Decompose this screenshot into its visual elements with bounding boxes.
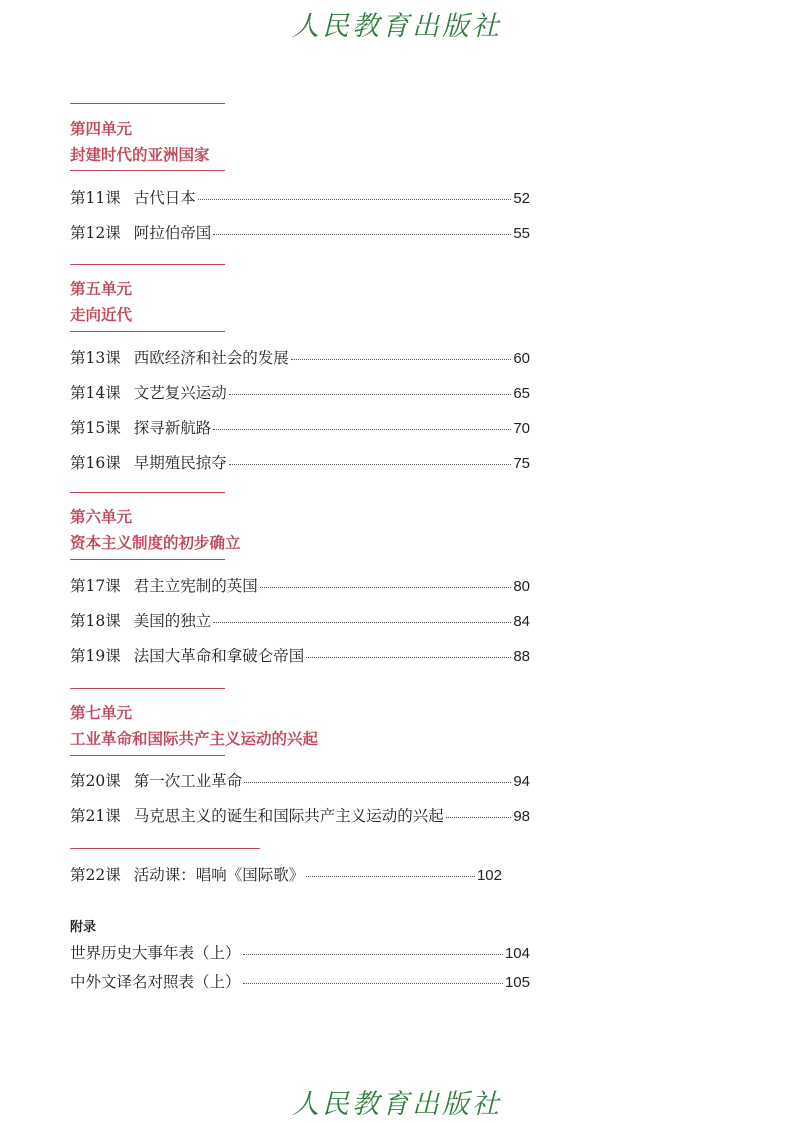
unit-title: 资本主义制度的初步确立 <box>70 533 241 552</box>
lesson-title: 西欧经济和社会的发展 <box>133 349 289 367</box>
dot-leader <box>446 816 512 818</box>
page-number: 104 <box>504 945 530 962</box>
page-number: 60 <box>513 350 530 367</box>
unit-title: 工业革命和国际共产主义运动的兴起 <box>70 729 319 748</box>
publisher-logo-top: 人民教育出版社 <box>292 11 502 42</box>
page-number: 80 <box>513 578 530 595</box>
dot-leader <box>229 393 512 395</box>
dot-leader <box>243 953 503 955</box>
toc-entry[interactable] <box>70 221 530 243</box>
dot-leader <box>260 586 512 588</box>
unit-bottom-rule <box>70 559 225 560</box>
page-number: 55 <box>513 225 530 242</box>
unit-label: 第五单元 <box>70 279 133 298</box>
dot-leader <box>198 198 512 200</box>
page-number: 102 <box>476 867 502 884</box>
toc-entry[interactable] <box>70 574 530 596</box>
page-number: 70 <box>513 420 530 437</box>
dot-leader <box>244 781 511 783</box>
lesson-title: 法国大革命和拿破仑帝国 <box>133 647 305 665</box>
page-number: 52 <box>513 190 530 207</box>
unit-top-rule <box>70 103 225 104</box>
toc-entry[interactable] <box>70 186 530 208</box>
unit-label: 第六单元 <box>70 507 133 526</box>
publisher-logo-bottom: 人民教育出版社 <box>292 1089 502 1120</box>
toc-entry[interactable] <box>70 451 530 473</box>
activity-rule <box>70 848 260 849</box>
toc-entry[interactable] <box>70 381 530 403</box>
lesson-title: 早期殖民掠夺 <box>133 454 227 472</box>
dot-leader <box>243 982 503 984</box>
lesson-title: 活动课：唱响《国际歌》 <box>133 866 305 884</box>
toc-entry[interactable] <box>70 644 530 666</box>
lesson-number: 第20课 <box>70 772 121 790</box>
lesson-title: 马克思主义的诞生和国际共产主义运动的兴起 <box>133 807 444 825</box>
unit-top-rule <box>70 492 225 493</box>
lesson-title: 阿拉伯帝国 <box>133 224 212 242</box>
dot-leader <box>213 233 511 235</box>
lesson-number: 第18课 <box>70 612 121 630</box>
toc-entry[interactable] <box>70 346 530 368</box>
page-number: 84 <box>513 613 530 630</box>
lesson-title: 探寻新航路 <box>133 419 212 437</box>
page-number: 65 <box>513 385 530 402</box>
appendix-title: 中外文译名对照表（上） <box>70 973 241 991</box>
toc-entry[interactable] <box>70 804 530 826</box>
toc-entry-activity[interactable] <box>70 863 502 885</box>
lesson-number: 第22课 <box>70 866 121 884</box>
toc-entry[interactable] <box>70 769 530 791</box>
lesson-title: 君主立宪制的英国 <box>133 577 258 595</box>
dot-leader <box>213 621 511 623</box>
unit-bottom-rule <box>70 755 225 756</box>
page-number: 94 <box>513 773 530 790</box>
dot-leader <box>213 428 511 430</box>
unit-title: 封建时代的亚洲国家 <box>70 145 210 164</box>
appendix-title: 世界历史大事年表（上） <box>70 944 241 962</box>
dot-leader <box>229 463 512 465</box>
dot-leader <box>306 875 475 877</box>
appendix-entry[interactable] <box>70 970 530 992</box>
lesson-number: 第21课 <box>70 807 121 825</box>
lesson-title: 古代日本 <box>133 189 196 207</box>
dot-leader <box>291 358 512 360</box>
toc-entry[interactable] <box>70 416 530 438</box>
unit-label: 第七单元 <box>70 703 133 722</box>
dot-leader <box>306 656 511 658</box>
appendix-label: 附录 <box>70 919 97 934</box>
unit-bottom-rule <box>70 170 225 171</box>
unit-label: 第四单元 <box>70 119 133 138</box>
lesson-number: 第17课 <box>70 577 121 595</box>
lesson-number: 第12课 <box>70 224 121 242</box>
toc-entry[interactable] <box>70 609 530 631</box>
lesson-number: 第15课 <box>70 419 121 437</box>
unit-title: 走向近代 <box>70 305 133 324</box>
unit-top-rule <box>70 688 225 689</box>
lesson-title: 第一次工业革命 <box>133 772 243 790</box>
unit-bottom-rule <box>70 331 225 332</box>
page-number: 105 <box>504 974 530 991</box>
unit-top-rule <box>70 264 225 265</box>
page-number: 88 <box>513 648 530 665</box>
lesson-number: 第16课 <box>70 454 121 472</box>
lesson-number: 第13课 <box>70 349 121 367</box>
page-number: 98 <box>513 808 530 825</box>
lesson-number: 第11课 <box>70 189 121 207</box>
appendix-entry[interactable] <box>70 941 530 963</box>
lesson-title: 文艺复兴运动 <box>133 384 227 402</box>
page-number: 75 <box>513 455 530 472</box>
lesson-number: 第19课 <box>70 647 121 665</box>
lesson-number: 第14课 <box>70 384 121 402</box>
lesson-title: 美国的独立 <box>133 612 212 630</box>
